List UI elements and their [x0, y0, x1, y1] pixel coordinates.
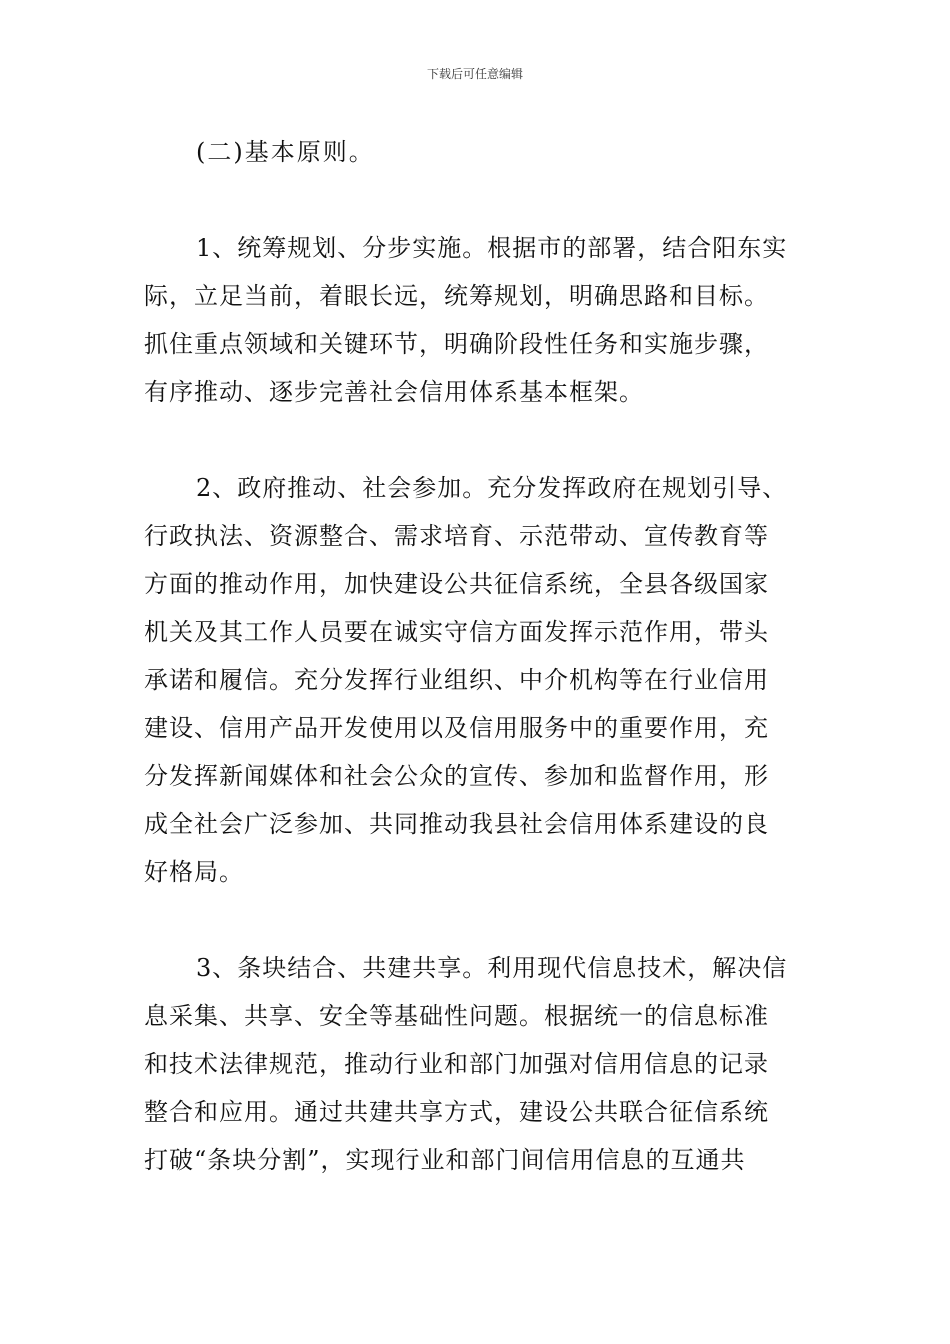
paragraph-line: 2、政府推动、社会参加。充分发挥政府在规划引导、 — [196, 474, 788, 502]
paragraph-line: 抓住重点领域和关键环节，明确阶段性任务和实施步骤， — [144, 330, 769, 358]
paragraph-line: 1、统筹规划、分步实施。根据市的部署，结合阳东实 — [196, 234, 788, 262]
paragraph-line: 3、条块结合、共建共享。利用现代信息技术，解决信 — [196, 954, 788, 982]
paragraph-line: 际，立足当前，着眼长远，统筹规划，明确思路和目标。 — [144, 282, 769, 310]
section-heading: (二)基本原则。 — [196, 138, 375, 166]
paragraph-line: 建设、信用产品开发使用以及信用服务中的重要作用，充 — [144, 714, 769, 742]
paragraph-line: 机关及其工作人员要在诚实守信方面发挥示范作用，带头 — [144, 618, 769, 646]
paragraph-line: 息采集、共享、安全等基础性问题。根据统一的信息标准 — [144, 1002, 769, 1030]
paragraph-line: 好格局。 — [144, 858, 244, 886]
page-header-note: 下载后可任意编辑 — [426, 67, 523, 81]
paragraph-line: 有序推动、逐步完善社会信用体系基本框架。 — [144, 378, 644, 406]
paragraph-spacer — [144, 416, 808, 464]
paragraph-spacer — [144, 176, 808, 224]
paragraph-line: 方面的推动作用，加快建设公共征信系统，全县各级国家 — [144, 570, 769, 598]
paragraph-line: 成全社会广泛参加、共同推动我县社会信用体系建设的良 — [144, 810, 769, 838]
paragraph-line: 分发挥新闻媒体和社会公众的宣传、参加和监督作用，形 — [144, 762, 769, 790]
paragraph-principle-2 — [144, 464, 808, 896]
paragraph-line: 打破“条块分割”，实现行业和部门间信用信息的互通共 — [144, 1146, 746, 1174]
paragraph-line: 行政执法、资源整合、需求培育、示范带动、宣传教育等 — [144, 522, 769, 550]
paragraph-spacer — [144, 896, 808, 944]
paragraph-line: 和技术法律规范，推动行业和部门加强对信用信息的记录 — [144, 1050, 769, 1078]
paragraph-line: 承诺和履信。充分发挥行业组织、中介机构等在行业信用 — [144, 666, 769, 694]
paragraph-principle-3 — [144, 944, 808, 1184]
paragraph-principle-1 — [144, 224, 808, 416]
paragraph-line: 整合和应用。通过共建共享方式，建设公共联合征信系统 — [144, 1098, 769, 1126]
document-body — [144, 128, 808, 1184]
